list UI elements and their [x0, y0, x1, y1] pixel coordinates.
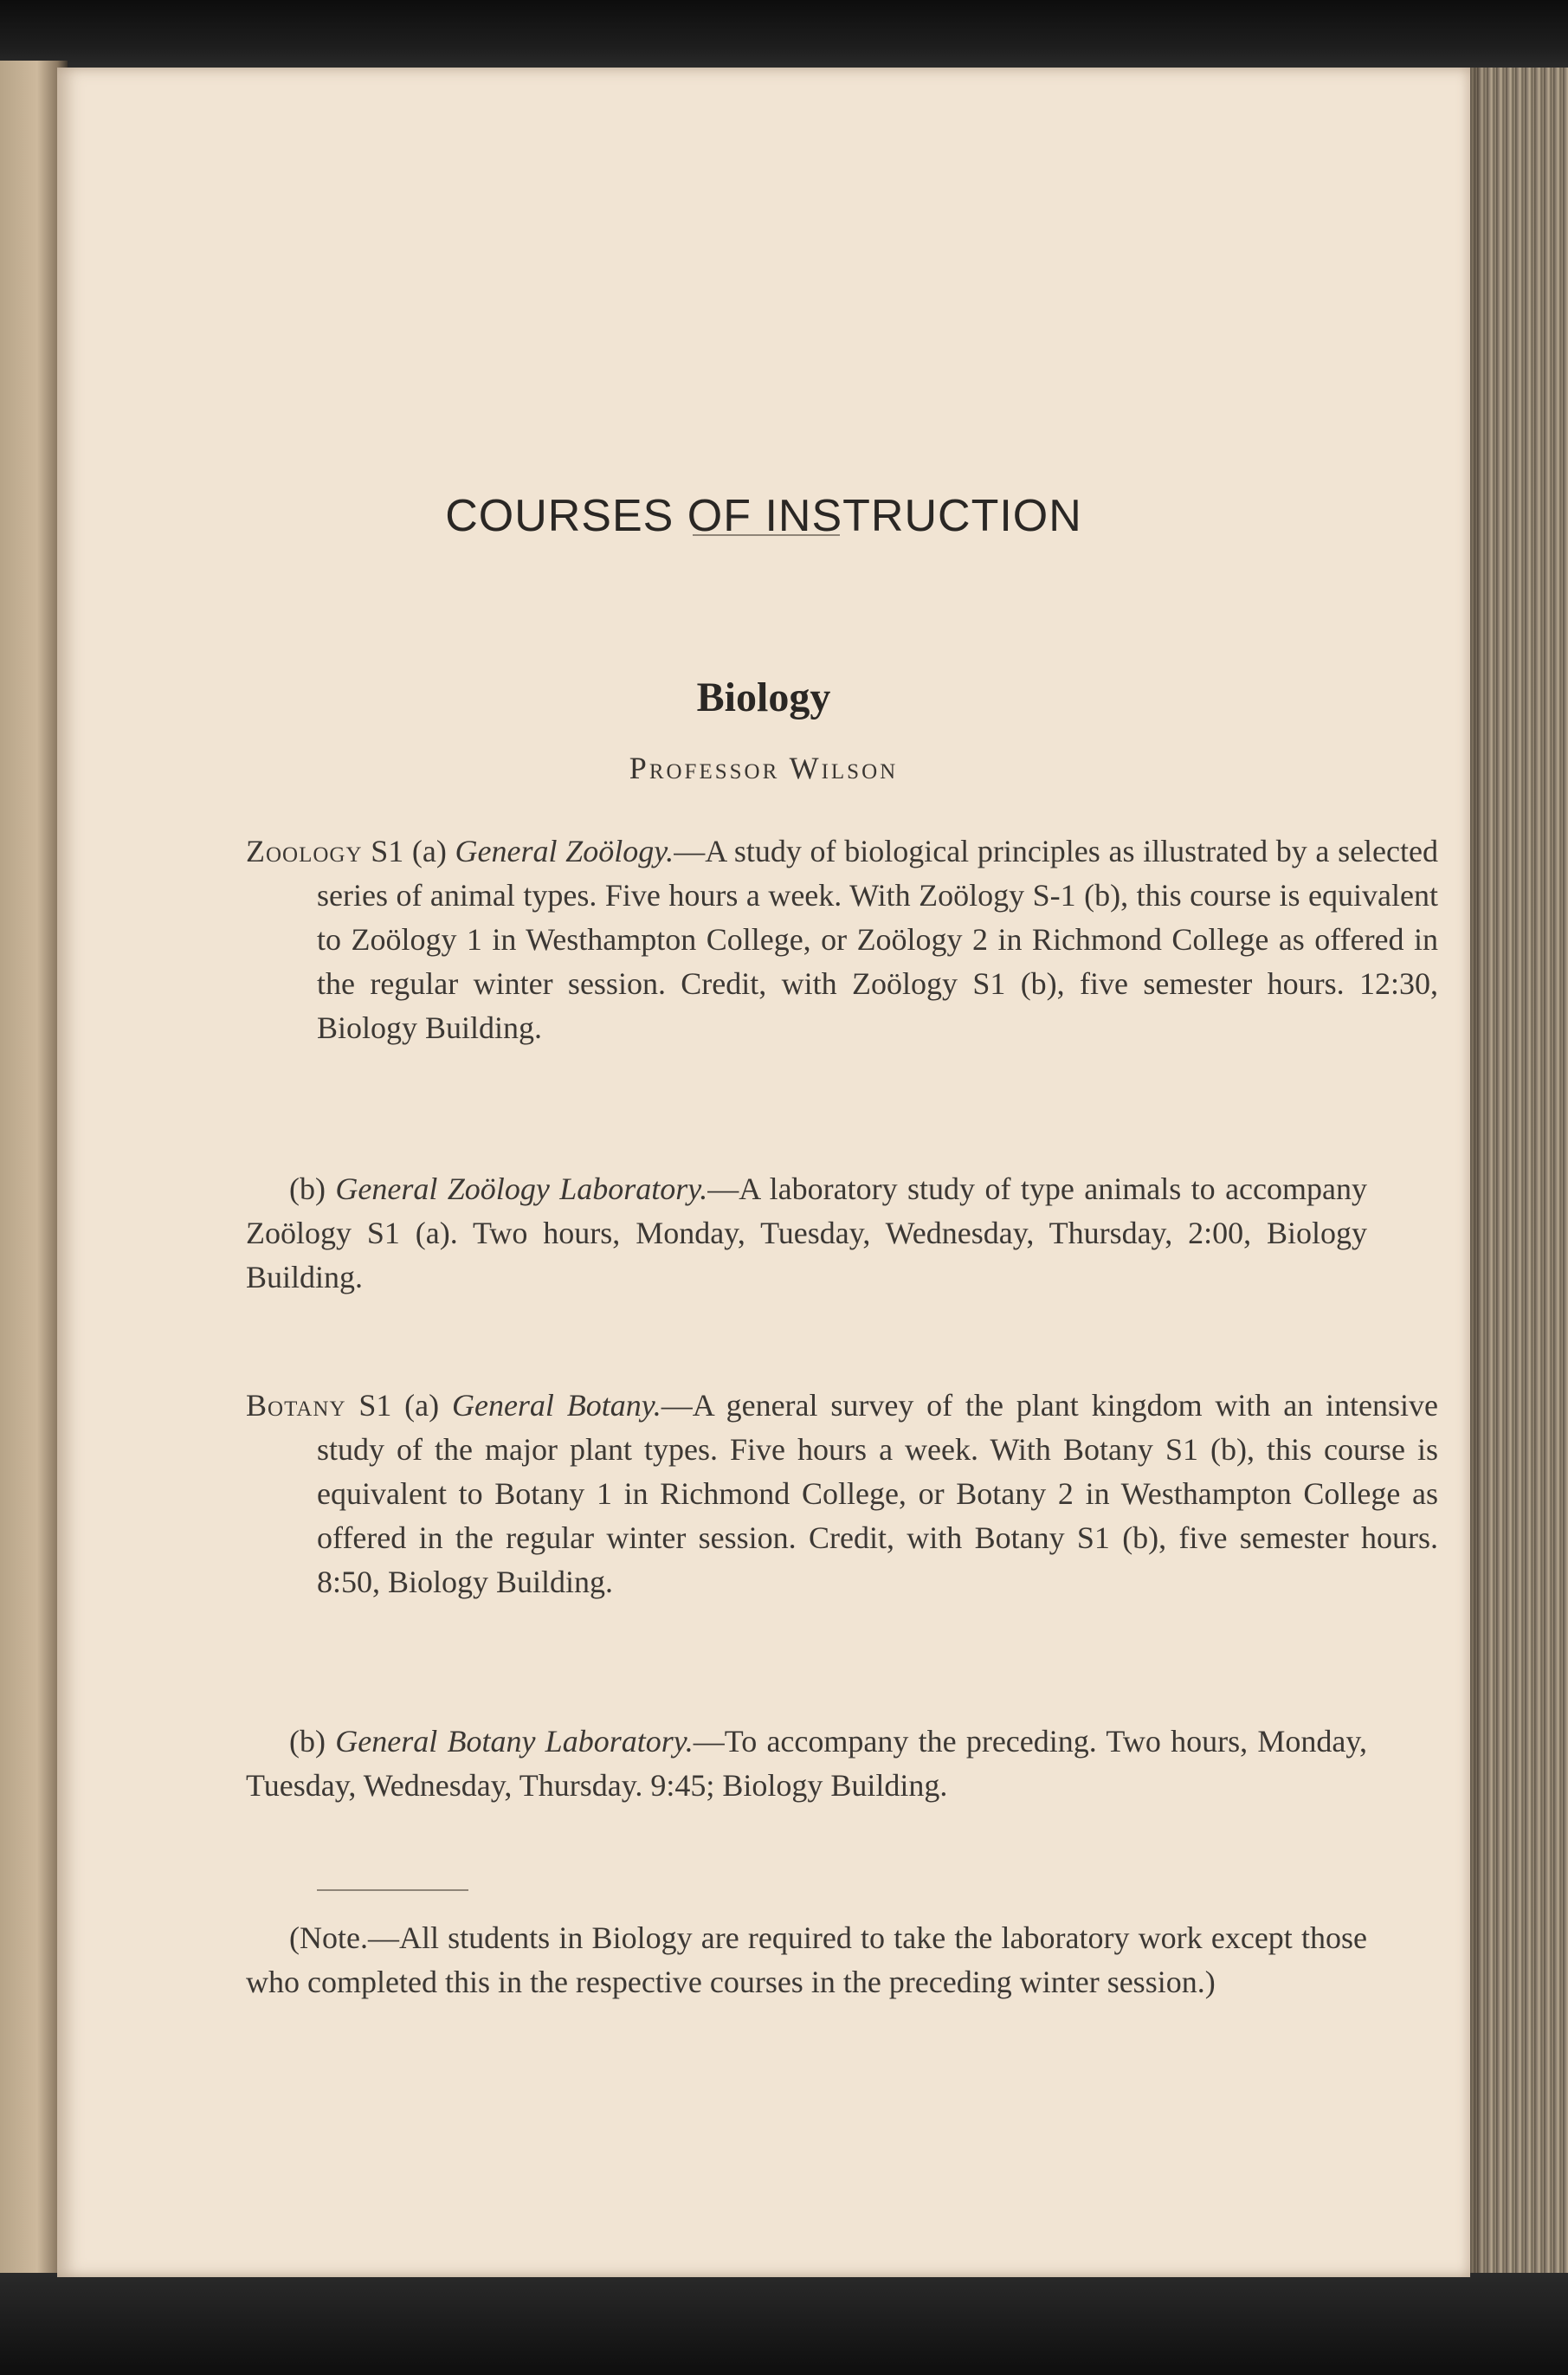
zoology-subject: Zoology — [246, 834, 363, 868]
botany-course-b — [246, 1720, 1367, 1808]
botany-desc-b: —To accompany the preceding. Two hours, Monday, Tuesday, Wednesday, Thursday. 9:45; Biology Building. — [246, 1724, 1367, 1803]
zoology-course-b — [246, 1167, 1367, 1300]
section-title: Biology — [696, 674, 831, 720]
botany-name-a: General Botany. — [451, 1388, 661, 1423]
note-divider — [317, 1889, 468, 1891]
zoology-name-b: General Zoölogy Laboratory. — [335, 1171, 708, 1206]
zoology-desc-b: —A laboratory study of type animals to accompany Zoölogy S1 (a). Two hours, Monday, Tuesday, Wednesday, Thursday, 2:00, Biology Building. — [246, 1171, 1367, 1294]
professor-name: Professor Wilson — [629, 751, 899, 785]
botany-subject: Botany — [246, 1388, 346, 1423]
zoology-code-a: S1 (a) — [362, 834, 455, 868]
page-edge-shadow — [1468, 68, 1485, 2284]
zoology-desc-a: —A study of biological principles as illustrated by a selected series of animal types. Five hours a week. With Zoölogy S-1 (b), this course is equivalent to Zoölogy 1 in Westhampton College, or Zoölogy 2 in Richmond College as offered in the regular winter session. Credit, with Zoölogy S1 (b), five semester hours. 12:30, Biology Building. — [317, 834, 1438, 1045]
page-title: COURSES OF INSTRUCTION — [445, 491, 1082, 541]
zoology-name-a: General Zoölogy. — [455, 834, 674, 868]
book-page — [57, 68, 1470, 2277]
botany-desc-a: —A general survey of the plant kingdom with an intensive study of the major plant types. Five hours a week. With Botany S1 (b), this course is equivalent to Botany 1 in Richmond College, or Botany 2 in Westhampton College as offered in the regular winter session. Credit, with Botany S1 (b), five semester hours. 8:50, Biology Building. — [317, 1388, 1439, 1599]
laboratory-note: (Note.—All students in Biology are required to take the laboratory work except those who completed this in the respective courses in the preceding winter session.) — [246, 1920, 1367, 1999]
scan-bottom-border — [0, 2273, 1568, 2375]
title-divider — [693, 534, 840, 536]
botany-code-a: S1 (a) — [345, 1388, 452, 1423]
scan-top-border — [0, 0, 1568, 69]
botany-code-b: (b) — [289, 1724, 336, 1759]
botany-name-b: General Botany Laboratory. — [335, 1724, 694, 1759]
zoology-code-b: (b) — [289, 1171, 336, 1206]
botany-course-a — [246, 1384, 1438, 1604]
zoology-course-a — [246, 829, 1438, 1050]
